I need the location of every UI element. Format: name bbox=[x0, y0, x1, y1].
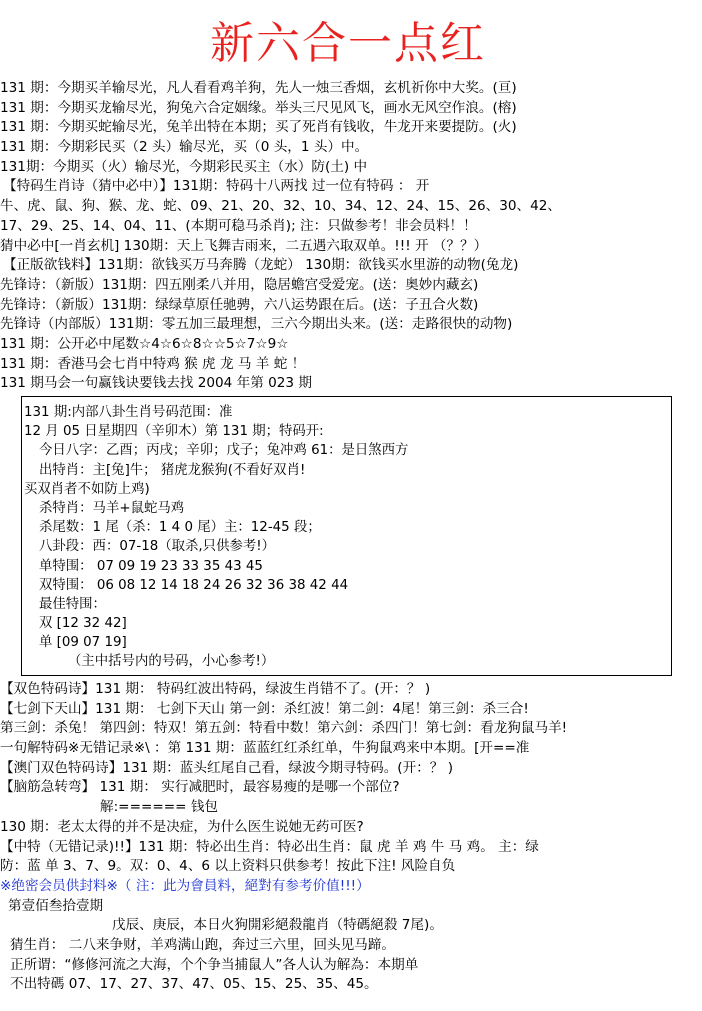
text-line: 八卦段：西：07-18（取杀,只供参考!） bbox=[39, 539, 276, 555]
text-line: 131 期马会一句赢钱诀要钱去找 2004 年第 023 期 bbox=[0, 375, 312, 392]
text-line: 一句解特码※无错记录※\ ：第 131 期：蓝蓝红红杀红单，牛狗鼠鸡来中本期。[开==准 bbox=[0, 740, 530, 757]
text-line: 今日八字：乙酉；丙戌；辛卯；戊子；兔冲鸡 61：是日煞西方 bbox=[39, 443, 409, 459]
text-line: 131 期：公开必中尾数☆4☆6☆8☆☆5☆7☆9☆ bbox=[0, 335, 289, 352]
text-line: 12 月 05 日星期四（辛卯木）第 131 期；特码开: bbox=[24, 424, 324, 440]
text-line: 131期：今期买（火）输尽光，今期彩民买主（水）防(土) 中 bbox=[0, 158, 368, 175]
text-line: 先锋诗：（新版）131期：四五刚柔八并用，隐居蟾宫受爱宠。(送：奥妙内藏玄) bbox=[0, 276, 479, 293]
member-note-line: ※绝密会员供封料※（ 注：此为會員料，絕對有参考价值!!!） bbox=[0, 877, 370, 894]
bottom-section bbox=[0, 680, 702, 995]
text-line: 杀特肖：马羊+鼠蛇马鸡 bbox=[39, 500, 185, 516]
bagua-range-box bbox=[21, 396, 672, 676]
text-line: 出特肖：主[兔]牛； 猪虎龙猴狗(不看好双肖! bbox=[39, 462, 306, 478]
text-line: （主中括号内的号码，小心参考!） bbox=[68, 654, 275, 670]
text-line: 单特围： 07 09 19 23 33 35 43 45 bbox=[39, 558, 263, 574]
top-section bbox=[0, 79, 702, 394]
text-line: 【双色特码诗】131 期： 特码红波出特码，绿波生肖错不了。(开：？ ) bbox=[0, 681, 431, 697]
text-line: 双特围： 06 08 12 14 18 24 26 32 36 38 42 44 bbox=[39, 577, 349, 593]
text-line: 131 期：今期买蛇输尽光，兔羊出特在本期；买了死肖有钱收，牛龙开来要提防。(火) bbox=[0, 119, 517, 136]
text-line: 131 期：今期买羊输尽光，凡人看看鸡羊狗，先人一烛三香烟，玄机祈你中大奖。(亘) bbox=[0, 80, 517, 96]
text-line: 【脑筋急转弯】 131 期： 实行减肥时，最容易瘦的是哪一个部位? bbox=[0, 779, 400, 796]
text-line: 双 [12 32 42] bbox=[39, 616, 127, 632]
text-line: 解:====== 钱包 bbox=[100, 799, 219, 816]
text-line: 第三剑：杀兔！ 第四剑：特双！第五剑：特看中数！第六剑：杀四门！第七剑：看龙狗鼠马羊! bbox=[0, 720, 568, 737]
text-line: 戊辰、庚辰，本日火狗開彩絕殺龍肖（特碼絕殺 7尾)。 bbox=[112, 917, 443, 934]
page-title: 新六合一点红 bbox=[210, 18, 486, 69]
text-line: 130 期：老太太得的并不是决症，为什么医生说她无药可医? bbox=[0, 818, 364, 835]
text-line: 第壹佰叁拾壹期 bbox=[8, 897, 104, 914]
text-line: 猜中必中[一肖玄机] 130期：天上飞舞吉雨来，二五遇六取双单。!!! 开 （？？） bbox=[0, 237, 488, 254]
text-line: 131 期:内部八卦生肖号码范围：准 bbox=[24, 405, 233, 420]
text-line: 【中特（无错记录)!!】131 期：特必出生肖：特必出生肖：鼠 虎 羊 鸡 牛 马 鸡。 主：绿 bbox=[0, 838, 539, 855]
text-line: 【七剑下天山】131 期： 七剑下天山 第一剑：杀红波！第二剑：4尾！第三剑：杀三合! bbox=[0, 700, 529, 717]
text-line: 先锋诗（内部版）131期：零五加三最理想，三六今期出头来。(送：走路很快的动物) bbox=[0, 316, 513, 333]
text-line: 131 期：今期彩民买（2 头）输尽光，买（0 头，1 头）中。 bbox=[0, 139, 369, 156]
text-line: 单 [09 07 19] bbox=[39, 635, 127, 651]
text-line: 131 期：香港马会七肖中特鸡 猴 虎 龙 马 羊 蛇 ！ bbox=[0, 355, 306, 372]
text-line: 最佳特围： bbox=[39, 596, 106, 612]
text-line: 牛、虎、鼠、狗、猴、龙、蛇、09、21、20、32、10、34、12、24、15、26、30、42、 bbox=[0, 198, 562, 215]
text-line: 正所谓：“修修河流之大海，个个争当捕鼠人”各人认为解為：本期单 bbox=[10, 956, 419, 973]
text-line: 杀尾数：1 尾（杀：1 4 0 尾）主：12-45 段； bbox=[39, 520, 321, 536]
text-line: 先锋诗：（新版）131期：绿绿草原任驰骋，六八运势跟在后。(送：子丑合火数) bbox=[0, 296, 479, 313]
text-line: 17、29、25、14、04、11、(本期可稳马杀肖); 注：只做参考！非会员料！！ bbox=[0, 217, 477, 234]
text-line: 【正版欲钱料】131期：欲钱买万马奔腾（龙蛇） 130期：欲钱买水里游的动物(兔龙) bbox=[3, 257, 519, 274]
text-line: 猜生肖： 二八来争财，羊鸡满山跑，奔过三六里，回头见马蹄。 bbox=[10, 936, 395, 953]
text-line: 131 期：今期买龙输尽光，狗兔六合定姻缘。举头三尺见风飞，画水无风空作浪。(榕) bbox=[0, 99, 517, 116]
text-line: 【特码生肖诗（猜中必中）】131期：特码十八两找 过一位有特码 ： 开 bbox=[3, 178, 430, 195]
text-line: 不出特碼 07、17、27、37、47、05、15、25、35、45。 bbox=[10, 976, 378, 993]
text-line: 防：蓝 单 3、7、9。双：0、4、6 以上资料只供参考！按此下注! 风险自负 bbox=[0, 858, 456, 875]
text-line: 【澳门双色特码诗】131 期：蓝头红尾自己看，绿波今期寻特码。(开：？ ) bbox=[0, 759, 454, 776]
text-line: 买双肖者不如防上鸡) bbox=[24, 481, 150, 497]
